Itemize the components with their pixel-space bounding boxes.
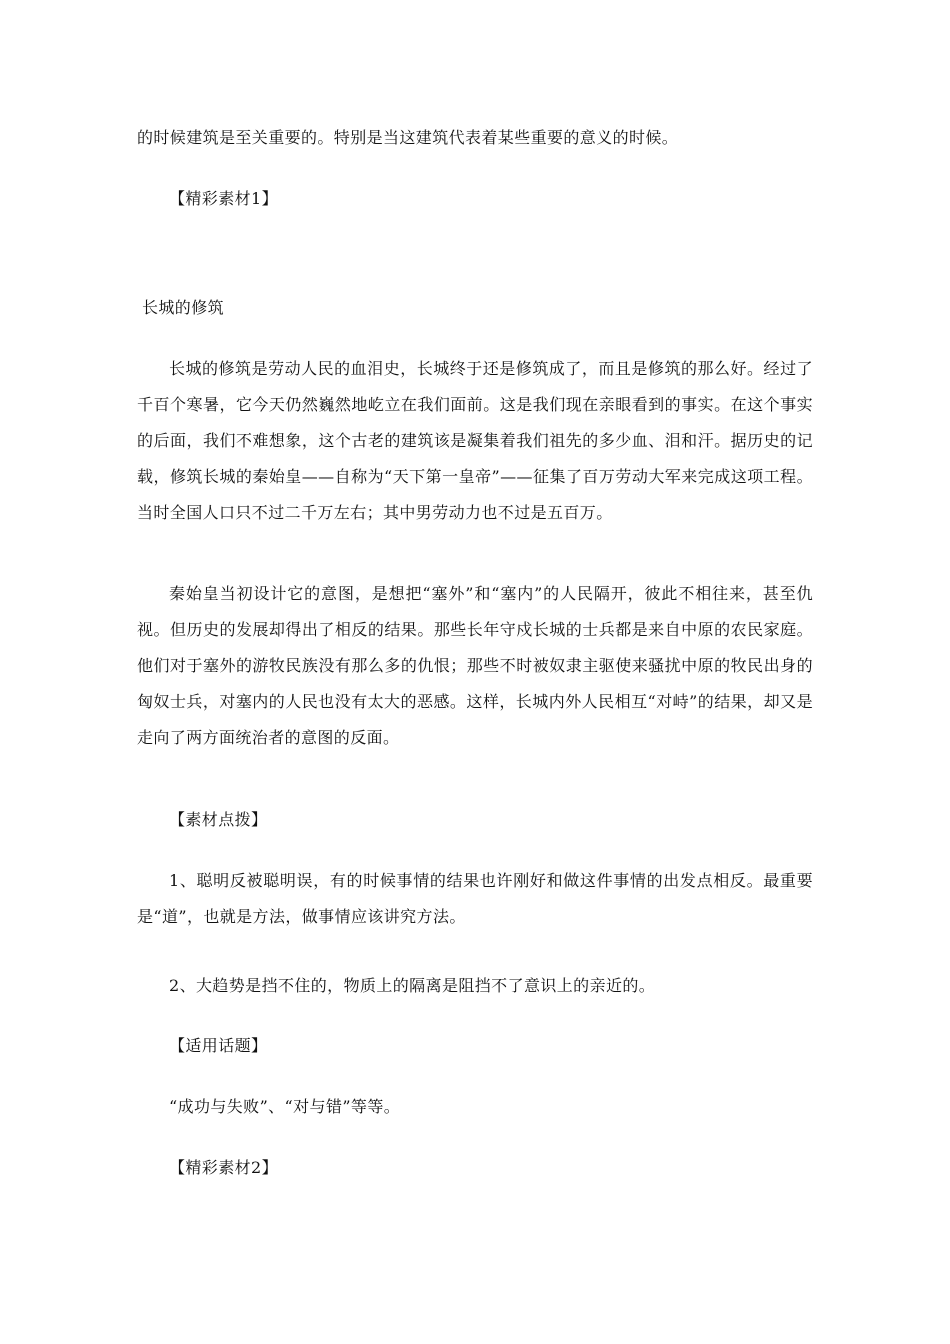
topics-text: “成功与失败”、“对与错”等等。 [169, 1097, 401, 1116]
guidance-heading: 【素材点拨】 [169, 810, 268, 829]
guidance-point-1: 1、聪明反被聪明误，有的时候事情的结果也许刚好和做这件事情的出发点相反。最重要是“道”，也就是方法，做事情应该讲究方法。 [137, 871, 813, 926]
material1-title: 长城的修筑 [142, 298, 225, 317]
topics-heading: 【适用话题】 [169, 1036, 268, 1055]
material1-paragraph-1: 长城的修筑是劳动人民的血泪史，长城终于还是修筑成了，而且是修筑的那么好。经过了千百个寒暑，它今天仍然巍然地屹立在我们面前。这是我们现在亲眼看到的事实。在这个事实的后面，我们不难想象，这个古老的建筑该是凝集着我们祖先的多少血、泪和汗。据历史的记载，修筑长城的秦始皇——自称为“天下第一皇帝”——征集了百万劳动大军来完成这项工程。当时全国人口只不过二千万左右；其中男劳动力也不过是五百万。 [137, 359, 813, 522]
guidance-point-2: 2、大趋势是挡不住的，物质上的隔离是阻挡不了意识上的亲近的。 [169, 976, 656, 995]
material2-heading: 【精彩素材2】 [169, 1158, 278, 1177]
intro-continuation-text: 的时候建筑是至关重要的。特别是当这建筑代表着某些重要的意义的时候。 [137, 128, 679, 147]
material1-paragraph-2: 秦始皇当初设计它的意图，是想把“塞外”和“塞内”的人民隔开，彼此不相往来，甚至仇视。但历史的发展却得出了相反的结果。那些长年守戍长城的士兵都是来自中原的农民家庭。他们对于塞外的游牧民族没有那么多的仇恨；那些不时被奴隶主驱使来骚扰中原的牧民出身的匈奴士兵，对塞内的人民也没有太大的恶感。这样，长城内外人民相互“对峙”的结果，却又是走向了两方面统治者的意图的反面。 [137, 584, 813, 747]
material1-heading: 【精彩素材1】 [169, 189, 278, 208]
